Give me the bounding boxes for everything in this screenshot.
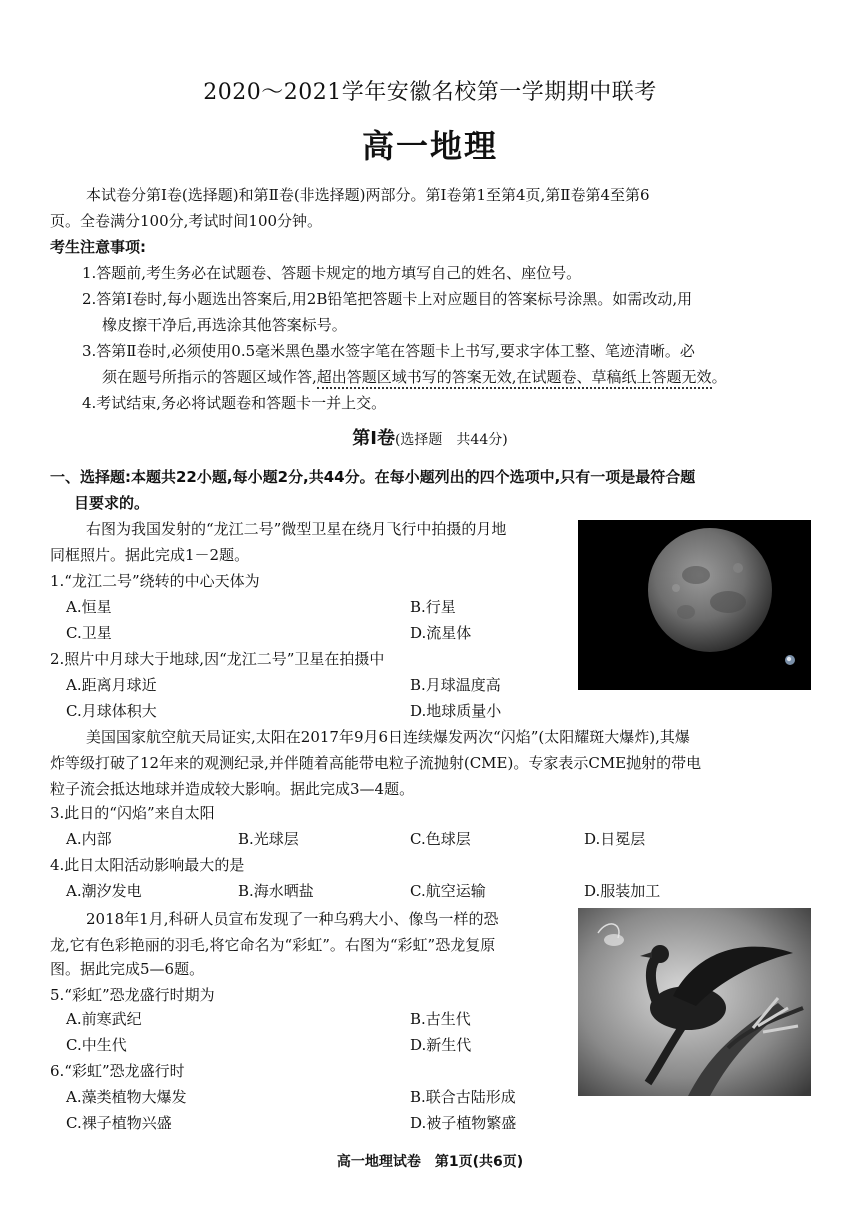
q12-stem-1: 右图为我国发射的“龙江二号”微型卫星在绕月飞行中拍摄的月地 xyxy=(86,520,507,538)
part1-line-1: 一、选择题:本题共22小题,每小题2分,共44分。在每小题列出的四个选项中,只有一项是最符合题 xyxy=(50,468,696,486)
question-3: 3.此日的“闪焰”来自太阳 xyxy=(50,804,215,822)
q3-option-d: D.日冕层 xyxy=(584,830,646,848)
note-3-line-1: 3.答第Ⅱ卷时,必须使用0.5毫米黑色墨水签字笔在答题卡上书写,要求字体工整、笔迹清晰。必 xyxy=(82,342,695,360)
q2-option-d: D.地球质量小 xyxy=(410,702,502,720)
question-6: 6.“彩虹”恐龙盛行时 xyxy=(50,1062,185,1080)
note-4: 4.考试结束,务必将试题卷和答题卡一并上交。 xyxy=(82,394,387,412)
q3-option-b: B.光球层 xyxy=(238,830,299,848)
q4-option-a: A.潮汐发电 xyxy=(66,882,142,900)
q6-option-a: A.藻类植物大爆发 xyxy=(66,1088,187,1106)
question-2: 2.照片中月球大于地球,因“龙江二号”卫星在拍摄中 xyxy=(50,650,385,668)
q4-option-c: C.航空运输 xyxy=(410,882,486,900)
q2-option-a: A.距离月球近 xyxy=(66,676,157,694)
q12-stem-2: 同框照片。据此完成1－2题。 xyxy=(50,546,250,564)
note-2-line-1: 2.答第Ⅰ卷时,每小题选出答案后,用2B铅笔把答题卡上对应题目的答案标号涂黑。如需改动,用 xyxy=(82,290,693,308)
q3-option-c: C.色球层 xyxy=(410,830,471,848)
q3-option-a: A.内部 xyxy=(66,830,112,848)
note-3-end: 。 xyxy=(711,368,727,386)
q6-option-d: D.被子植物繁盛 xyxy=(410,1114,517,1132)
part1-line-2: 目要求的。 xyxy=(74,494,150,512)
q5-option-c: C.中生代 xyxy=(66,1036,127,1054)
q1-option-a: A.恒星 xyxy=(66,598,112,616)
q34-stem-1: 美国国家航空航天局证实,太阳在2017年9月6日连续爆发两次“闪焰”(太阳耀斑大爆炸),其爆 xyxy=(86,728,690,746)
moon-earth-photo xyxy=(578,520,811,690)
q6-option-c: C.裸子植物兴盛 xyxy=(66,1114,172,1132)
q1-option-c: C.卫星 xyxy=(66,624,112,642)
note-3-dotted: 超出答题区域书写的答案无效,在试题卷、草稿纸上答题无效 xyxy=(317,368,712,389)
page-footer: 高一地理试卷 第1页(共6页) xyxy=(336,1154,524,1170)
q4-option-d: D.服装加工 xyxy=(584,882,661,900)
q5-option-b: B.古生代 xyxy=(410,1010,471,1028)
q56-stem-1: 2018年1月,科研人员宣布发现了一种乌鸦大小、像鸟一样的恐 xyxy=(86,910,499,928)
note-3-line-2 xyxy=(102,366,727,388)
q4-option-b: B.海水晒盐 xyxy=(238,882,314,900)
q1-option-b: B.行星 xyxy=(410,598,456,616)
q56-stem-2: 龙,它有色彩艳丽的羽毛,将它命名为“彩虹”。右图为“彩虹”恐龙复原 xyxy=(50,936,496,954)
section-header xyxy=(0,428,860,451)
moon-earth-image xyxy=(578,520,811,690)
dinosaur-photo xyxy=(578,908,811,1096)
question-5: 5.“彩虹”恐龙盛行时期为 xyxy=(50,986,215,1004)
question-4: 4.此日太阳活动影响最大的是 xyxy=(50,856,245,874)
note-1: 1.答题前,考生务必在试题卷、答题卡规定的地方填写自己的姓名、座位号。 xyxy=(82,264,582,282)
section-sub: (选择题 共44分) xyxy=(394,432,508,448)
section-label: 第Ⅰ卷 xyxy=(352,428,395,449)
q56-stem-3: 图。据此完成5—6题。 xyxy=(50,960,205,978)
q2-option-c: C.月球体积大 xyxy=(66,702,157,720)
q5-option-d: D.新生代 xyxy=(410,1036,472,1054)
dinosaur-image xyxy=(578,908,811,1096)
note-3-pre: 须在题号所指示的答题区域作答, xyxy=(102,368,317,386)
subject-title: 高一地理 xyxy=(361,127,498,165)
q1-option-d: D.流星体 xyxy=(410,624,472,642)
q5-option-a: A.前寒武纪 xyxy=(66,1010,142,1028)
intro-line-1: 本试卷分第Ⅰ卷(选择题)和第Ⅱ卷(非选择题)两部分。第Ⅰ卷第1至第4页,第Ⅱ卷第4至第6 xyxy=(86,186,650,204)
intro-line-2: 页。全卷满分100分,考试时间100分钟。 xyxy=(50,212,323,230)
question-1: 1.“龙江二号”绕转的中心天体为 xyxy=(50,572,260,590)
q6-option-b: B.联合古陆形成 xyxy=(410,1088,516,1106)
q34-stem-2: 炸等级打破了12年来的观测纪录,并伴随着高能带电粒子流抛射(CME)。专家表示CME抛射的带电 xyxy=(50,754,702,772)
notes-heading: 考生注意事项: xyxy=(50,238,146,256)
note-2-line-2: 橡皮擦干净后,再选涂其他答案标号。 xyxy=(102,316,347,334)
q34-stem-3: 粒子流会抵达地球并造成较大影响。据此完成3—4题。 xyxy=(50,780,415,798)
exam-title: 2020～2021学年安徽名校第一学期期中联考 xyxy=(203,80,657,105)
q2-option-b: B.月球温度高 xyxy=(410,676,501,694)
